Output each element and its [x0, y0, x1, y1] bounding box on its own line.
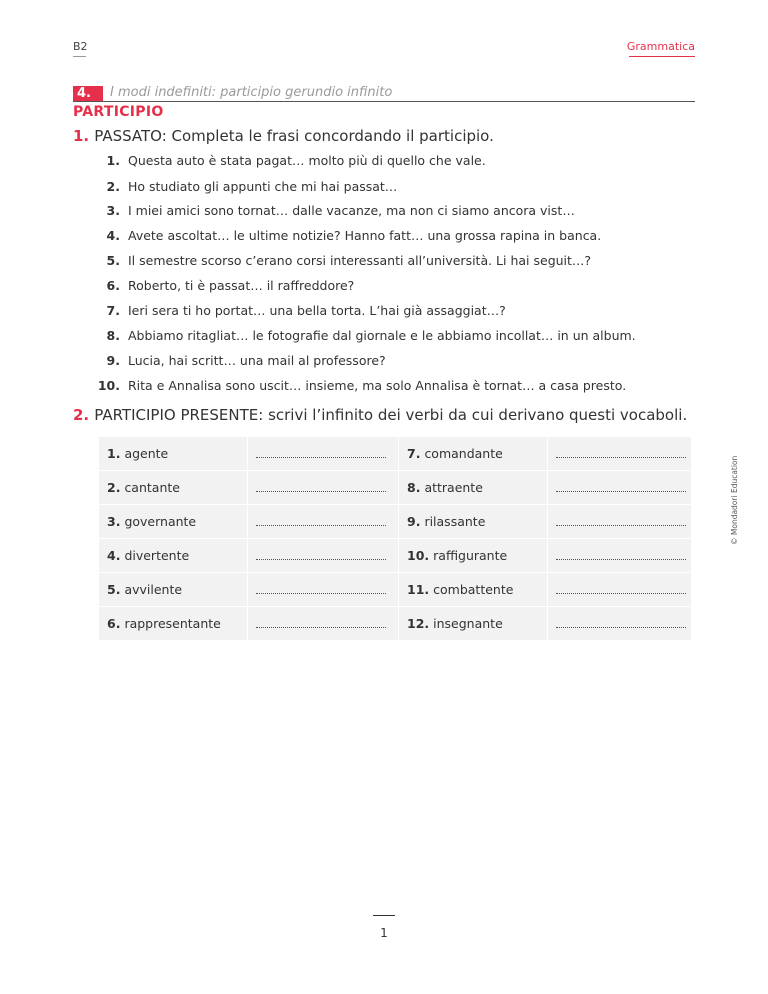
- word-cell: 6. rappresentante: [107, 616, 221, 631]
- footer-rule: [373, 915, 395, 916]
- table-row: [99, 437, 691, 471]
- list-item: [88, 179, 688, 194]
- item-number: 9.: [106, 353, 120, 368]
- table-row: [99, 573, 691, 607]
- list-item: [88, 303, 688, 318]
- exercise-number: 2.: [73, 406, 90, 424]
- answer-blank[interactable]: [547, 437, 691, 471]
- list-item: [88, 253, 688, 268]
- section-underline: [629, 56, 695, 57]
- item-text: Questa auto è stata pagat… molto più di quello che vale.: [128, 153, 486, 168]
- list-item: [88, 278, 688, 293]
- item-text: Il semestre scorso c’erano corsi interessanti all’università. Li hai seguit…?: [128, 253, 592, 268]
- page-number: 1: [380, 926, 388, 940]
- word-cell: 12. insegnante: [398, 607, 547, 640]
- copyright-notice: © Mondadori Education: [730, 455, 739, 545]
- answer-blank[interactable]: [547, 607, 691, 640]
- vocabulary-table: [99, 437, 691, 640]
- answer-blank[interactable]: [247, 505, 398, 539]
- item-text: Abbiamo ritagliat… le fotografie dal giornale e le abbiamo incollat… in un album.: [128, 328, 636, 343]
- word-cell: 2. cantante: [99, 471, 247, 505]
- level-underline: [73, 56, 86, 57]
- item-text: Ho studiato gli appunti che mi hai passat…: [128, 179, 398, 194]
- item-text: Roberto, ti è passat… il raffreddore?: [128, 278, 355, 293]
- answer-blank[interactable]: [547, 505, 691, 539]
- word-cell: 10. raffigurante: [398, 539, 547, 573]
- list-item: [88, 378, 688, 393]
- item-number: 4.: [106, 228, 120, 243]
- word-cell: 3. governante: [99, 505, 247, 539]
- exercise-2-instruction: [73, 405, 687, 424]
- section-heading: PARTICIPIO: [73, 104, 164, 120]
- word-cell: 4. divertente: [99, 539, 247, 573]
- item-text: Lucia, hai scritt… una mail al professore?: [128, 353, 386, 368]
- item-text: Avete ascoltat… le ultime notizie? Hanno fatt… una grossa rapina in banca.: [128, 228, 602, 243]
- exercise-number: 1.: [73, 127, 90, 145]
- list-item: [88, 353, 688, 368]
- answer-blank[interactable]: [547, 539, 691, 573]
- list-item: [88, 328, 688, 343]
- unit-divider: [73, 101, 695, 102]
- word-cell: 5. avvilente: [99, 573, 247, 607]
- item-text: Rita e Annalisa sono uscit… insieme, ma solo Annalisa è tornat… a casa presto.: [128, 378, 627, 393]
- list-item: [88, 228, 688, 243]
- item-text: Ieri sera ti ho portat… una bella torta. L’hai già assaggiat…?: [128, 303, 506, 318]
- word-cell: 9. rilassante: [398, 505, 547, 539]
- unit-title: I modi indefiniti: participio gerundio infinito: [110, 85, 393, 100]
- exercise-1-instruction: [73, 126, 494, 145]
- list-item: [88, 203, 688, 218]
- answer-blank[interactable]: [247, 539, 398, 573]
- word-cell: 8. attraente: [398, 471, 547, 505]
- item-number: 7.: [106, 303, 120, 318]
- word-cell: 7. comandante: [398, 437, 547, 471]
- table-row: [99, 505, 691, 539]
- level-label: B2: [73, 40, 88, 53]
- table-row: [99, 471, 691, 505]
- item-number: 5.: [106, 253, 120, 268]
- answer-blank[interactable]: [247, 437, 398, 471]
- table-row: [99, 607, 691, 640]
- item-number: 1.: [106, 153, 120, 168]
- exercise-text: PASSATO: Completa le frasi concordando il participio.: [94, 127, 494, 145]
- unit-number-badge: 4.: [73, 86, 103, 102]
- item-number: 3.: [106, 203, 120, 218]
- answer-blank[interactable]: [247, 573, 398, 607]
- section-label: Grammatica: [626, 40, 695, 53]
- answer-blank[interactable]: [547, 573, 691, 607]
- answer-blank[interactable]: [247, 471, 398, 505]
- item-number: 10.: [97, 378, 120, 393]
- answer-blank[interactable]: [247, 607, 398, 640]
- list-item: [88, 153, 688, 168]
- item-number: 2.: [106, 179, 120, 194]
- item-number: 6.: [106, 278, 120, 293]
- word-cell: 1. agente: [99, 437, 247, 471]
- item-text: I miei amici sono tornat… dalle vacanze, ma non ci siamo ancora vist…: [128, 203, 575, 218]
- item-number: 8.: [106, 328, 120, 343]
- exercise-text: PARTICIPIO PRESENTE: scrivi l’infinito dei verbi da cui derivano questi vocaboli.: [94, 406, 688, 424]
- answer-blank[interactable]: [547, 471, 691, 505]
- word-cell: 11. combattente: [398, 573, 547, 607]
- table-row: [99, 539, 691, 573]
